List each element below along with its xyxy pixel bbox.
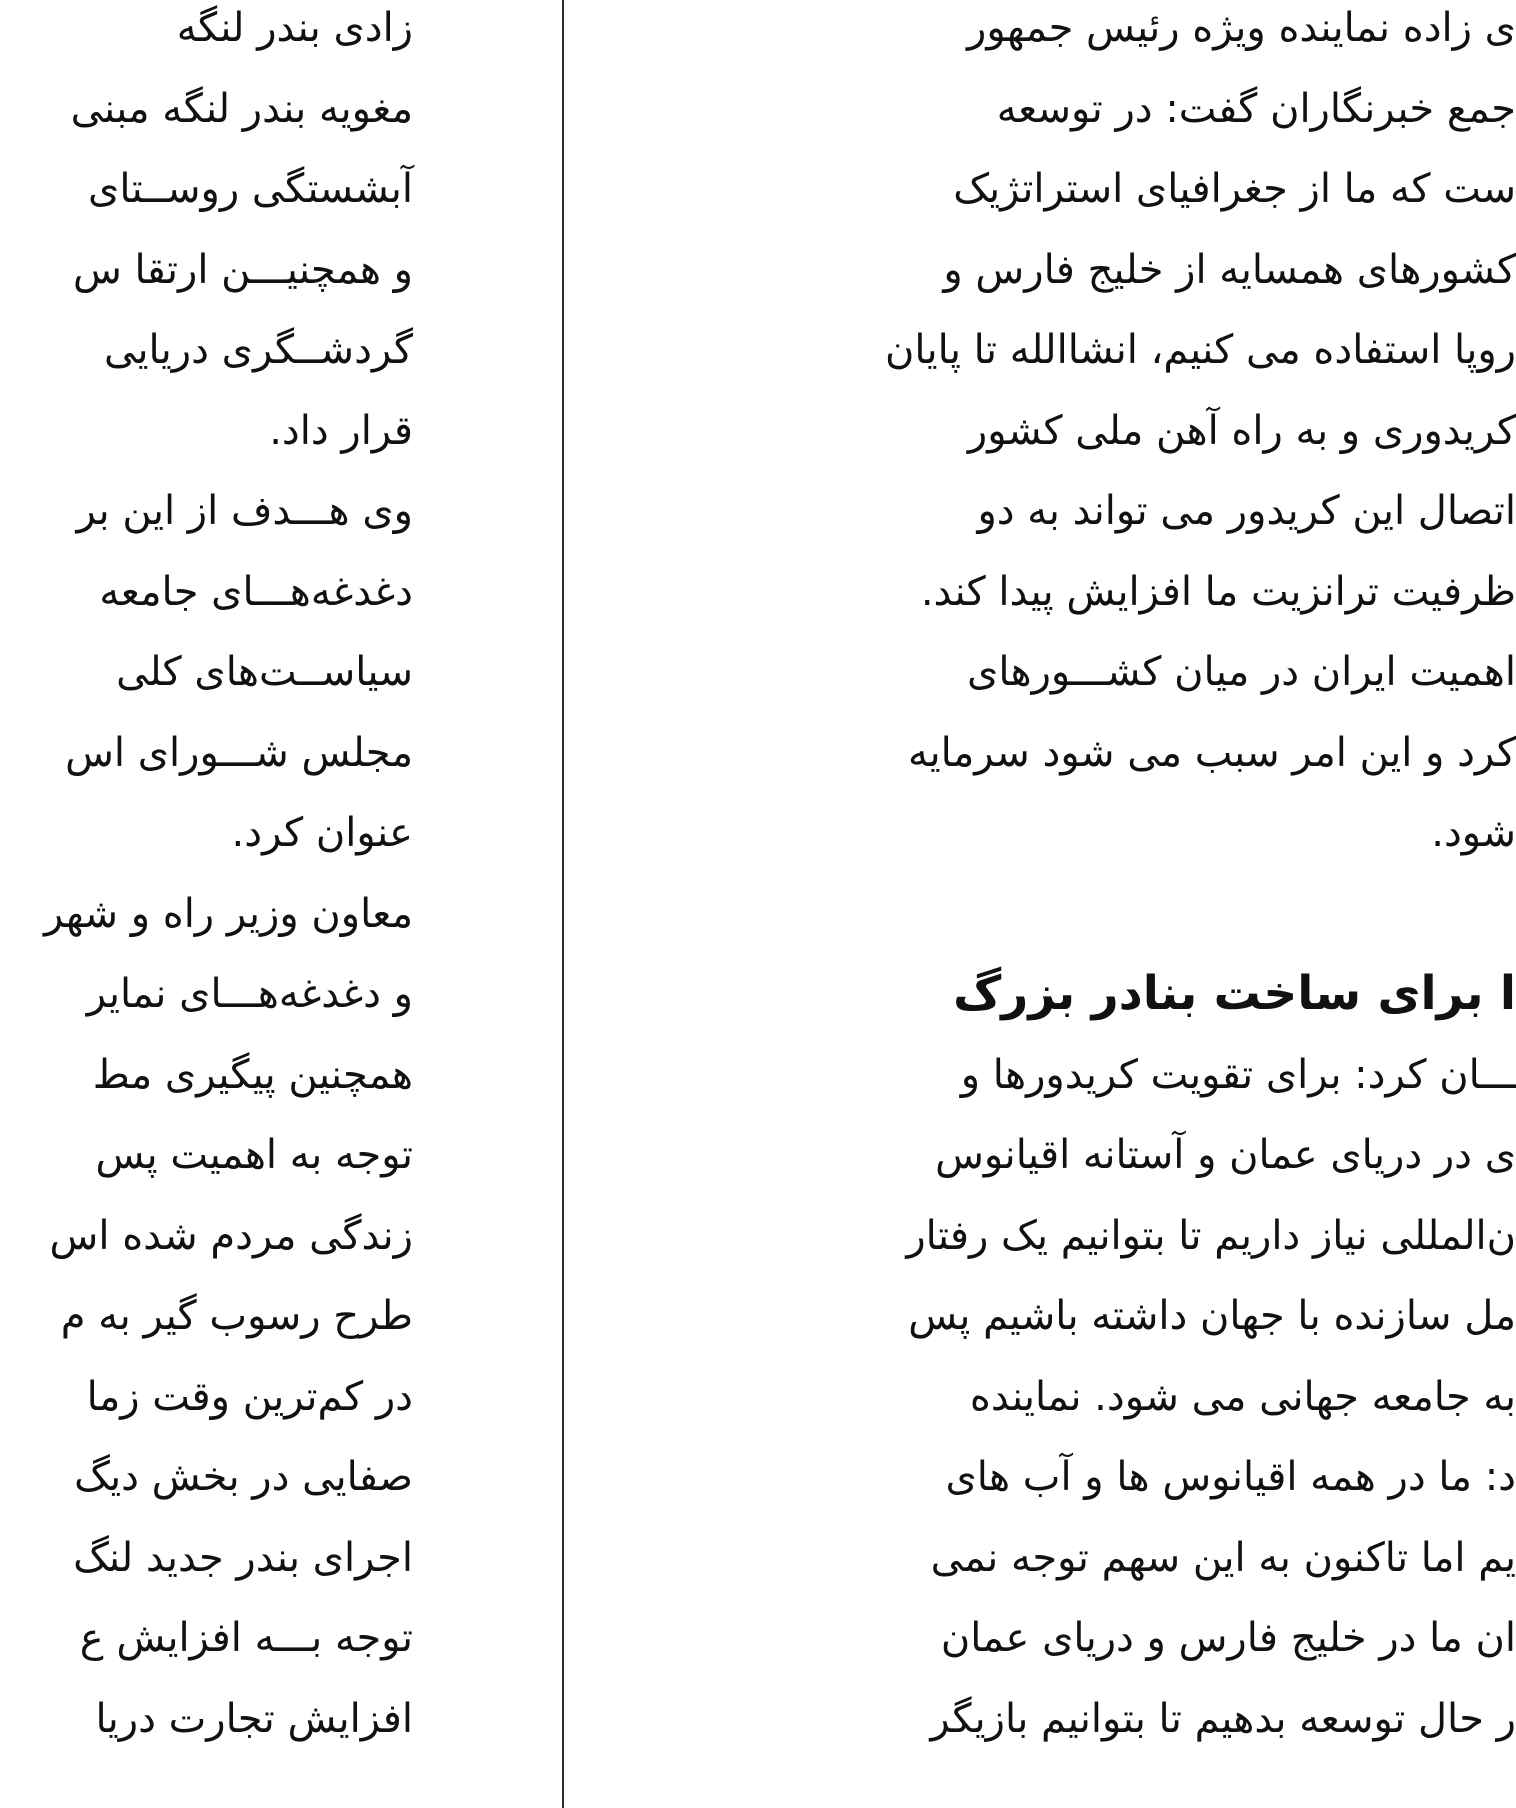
text-line: به جامعه جهانی می شود. نماینده <box>969 1373 1516 1420</box>
text-line: اجرای بندر جدید لنگ <box>73 1534 413 1581</box>
text-line: کرد و این امر سبب می شود سرمایه <box>908 729 1516 776</box>
text-line: گردشــگری دریایی <box>104 327 413 373</box>
text-line: ـــان کرد: برای تقویت کریدورها و <box>960 1051 1516 1098</box>
text-line: عنوان کرد. <box>231 810 413 856</box>
text-line: ر حال توسعه بدهیم تا بتوانیم بازیگر <box>930 1695 1516 1742</box>
text-line: سیاســت‌های کلی <box>116 649 413 695</box>
text-line: توجه بـــه افزایش ع <box>79 1615 413 1661</box>
text-line: اهمیت ایران در میان کشـــورهای <box>967 649 1516 695</box>
text-line: مل سازنده با جهان داشته باشیم پس <box>908 1293 1516 1339</box>
text-line: ی زاده نماینده ویژه رئیس جمهور <box>967 5 1516 51</box>
text-line: ان ما در خلیج فارس و دریای عمان <box>940 1615 1516 1661</box>
section-heading: ا برای ساخت بنادر بزرگ <box>953 966 1516 1021</box>
text-line: روپا استفاده می کنیم، انشاالله تا پایان <box>884 327 1516 373</box>
text-line: زندگی مردم شده اس <box>49 1212 413 1259</box>
text-line: ظرفیت ترانزیت ما افزایش پیدا کند. <box>920 568 1516 615</box>
text-line: یم اما تاکنون به این سهم توجه نمی <box>930 1534 1516 1581</box>
text-line: آبشستگی روســتای <box>88 166 413 212</box>
text-line: صفایی در بخش دیگ <box>74 1454 413 1500</box>
text-line: د: ما در همه اقیانوس ها و آب های <box>945 1454 1516 1500</box>
text-line: کشورهای همسایه از خلیج فارس و <box>943 246 1516 293</box>
text-line: دغدغه‌هـــای جامعه <box>99 568 413 615</box>
text-line: مغویه بندر لنگه مبنی <box>70 85 413 132</box>
text-line: طرح رسوب گیر به م <box>60 1293 413 1339</box>
text-line: همچنین پیگیری مط <box>92 1051 413 1098</box>
paragraph-gap <box>756 874 1516 955</box>
left-text-block <box>0 0 413 1759</box>
right-text-column <box>790 0 1516 1808</box>
text-line: ن‌المللی نیاز داریم تا بتوانیم یک رفتار <box>906 1212 1516 1259</box>
text-line: افزایش تجارت دریا <box>95 1695 413 1742</box>
text-line: و همچنیـــن ارتقا س <box>72 246 413 293</box>
left-text-column <box>0 0 413 1808</box>
text-line: ست که ما از جغرافیای استراتژیک <box>953 166 1516 212</box>
text-line: اتصال این کریدور می تواند به دو <box>977 488 1516 534</box>
text-line: شود. <box>1431 810 1516 856</box>
text-line: زادی بندر لنگه <box>176 5 413 51</box>
text-line: قرار داد. <box>269 407 413 454</box>
right-text-block <box>756 0 1516 1759</box>
text-line: توجه به اهمیت پس‌ <box>95 1132 413 1178</box>
text-line: و دغدغه‌هـــای نمایر <box>86 971 413 1017</box>
text-line: در کم‌ترین وقت زما <box>86 1373 413 1420</box>
text-line: کریدوری و به راه آهن ملی کشور <box>967 407 1516 454</box>
text-line: وی هـــدف از این بر <box>76 488 413 534</box>
text-line: جمع خبرنگاران گفت: در توسعه <box>996 85 1516 132</box>
column-divider <box>562 0 564 1808</box>
text-line: معاون وزیر راه و شهر <box>43 890 413 937</box>
text-line: مجلس شـــورای اس <box>65 729 413 776</box>
text-line: ی در دریای عمان و آستانه اقیانوس <box>935 1132 1516 1178</box>
